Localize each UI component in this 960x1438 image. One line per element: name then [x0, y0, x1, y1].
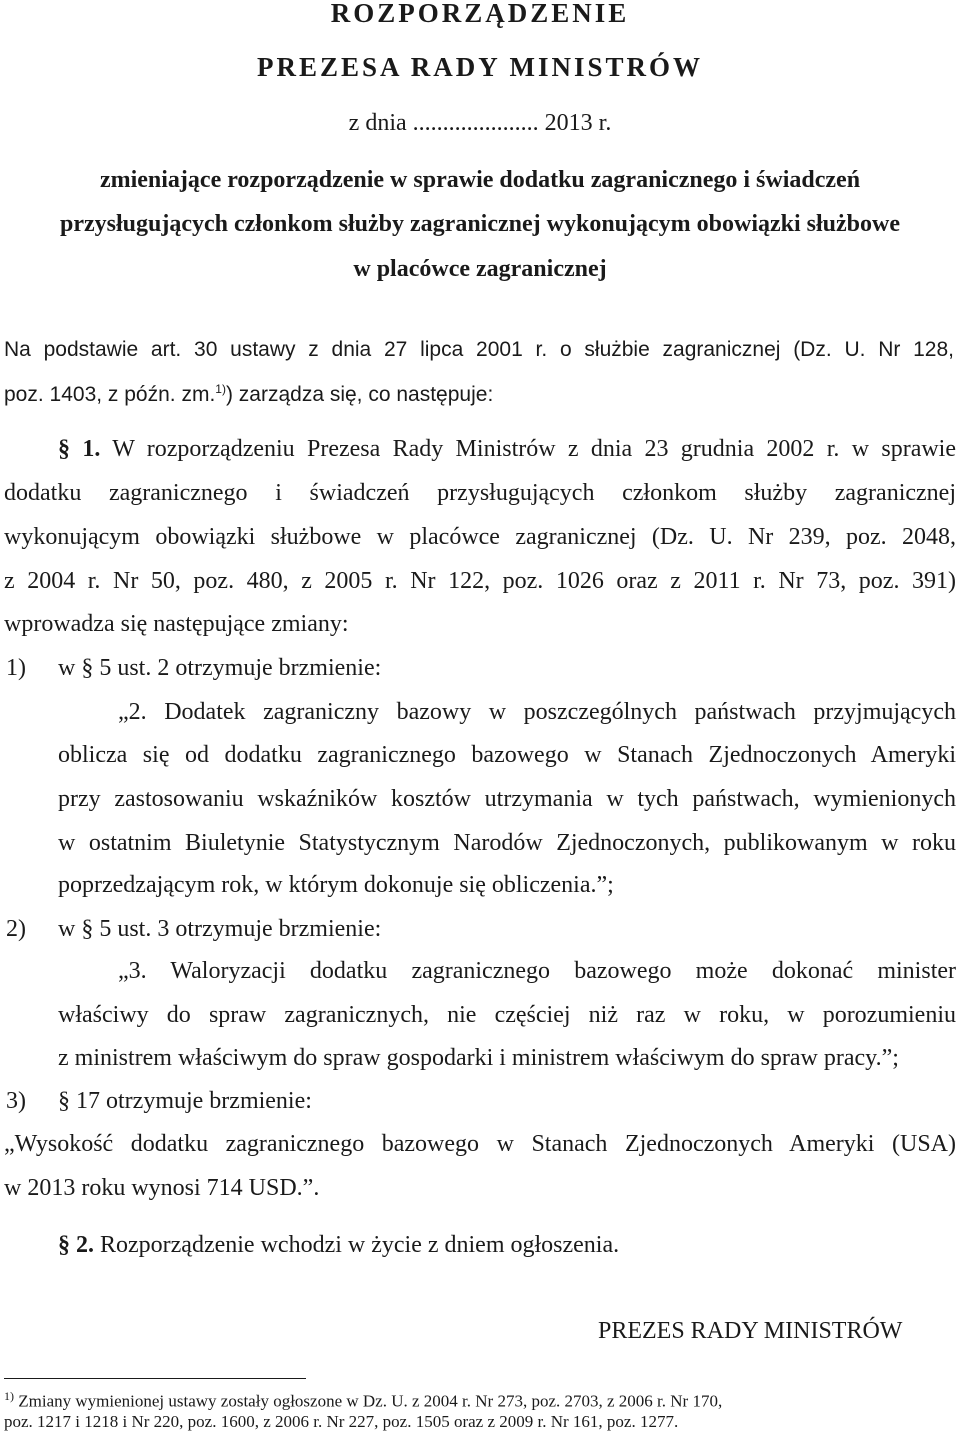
signature: PREZES RADY MINISTRÓW [598, 1318, 903, 1344]
document-title: ROZPORZĄDZENIE [330, 0, 630, 28]
footnote-line-1: $^{1)}$ Zmiany wymienionej ustawy zostały ogłoszone w Dz. U. z 2004 r. Nr 273, poz. 2703, z 2006 r. Nr 170, [4, 1389, 723, 1411]
section2: § 2. Rozporządzenie wchodzi w życie z dniem ogłoszenia. [58, 1232, 620, 1258]
item-3-number: 3) [6, 1088, 26, 1114]
item-3-quote-line-1: „Wysokość dodatku zagranicznego bazowego w Stanach Zjednoczonych Ameryki (USA) [4, 1131, 956, 1157]
item-2-quote-line-3: z ministrem właściwym do spraw gospodarki i ministrem właściwym do spraw pracy.”; [58, 1045, 899, 1071]
item-2-number: 2) [6, 916, 26, 942]
item-3-quote-line-2: w 2013 roku wynosi 714 USD.”. [4, 1175, 320, 1201]
section2-mark: § 2. [58, 1232, 94, 1258]
footnote-line-2: poz. 1217 i 1218 i Nr 220, poz. 1600, z 2006 r. Nr 227, poz. 1505 oraz z 2009 r. Nr 161, poz. 1277. [4, 1412, 679, 1431]
subject-line-2: przysługujących członkom służby zagranicznej wykonującym obowiązki służbowe [60, 211, 900, 237]
item-1-quote-line-2: oblicza się od dodatku zagranicznego bazowego w Stanach Zjednoczonych Ameryki [58, 742, 956, 768]
section1-line-4: z 2004 r. Nr 50, poz. 480, z 2005 r. Nr 122, poz. 1026 oraz z 2011 r. Nr 73, poz. 391) [4, 568, 956, 594]
document-issuer: PREZESA RADY MINISTRÓW [256, 52, 704, 82]
item-1-quote-line-4: w ostatnim Biuletynie Statystycznym Narodów Zjednoczonych, publikowanym w roku [58, 830, 956, 856]
preamble-line-2: poz. 1403, z późn. zm.$^{1)}$) zarządza się, co następuje: [4, 382, 494, 406]
section1-mark: § 1. [58, 436, 101, 462]
document-date: z dnia ..................... 2013 r. [348, 110, 612, 136]
item-1-quote-line-1: „2. Dodatek zagraniczny bazowy w poszczególnych państwach przyjmujących [118, 699, 956, 725]
footnote-ref: 1) [215, 382, 226, 396]
footnote-divider [4, 1378, 306, 1379]
preamble-line-1: Na podstawie art. 30 ustawy z dnia 27 lipca 2001 r. o służbie zagranicznej (Dz. U. Nr 128, [4, 338, 954, 361]
subject-line-3: w placówce zagranicznej [353, 256, 607, 282]
subject-line-1: zmieniające rozporządzenie w sprawie dodatku zagranicznego i świadczeń [99, 167, 861, 193]
item-2-quote-line-1: „3. Waloryzacji dodatku zagranicznego bazowego może dokonać minister [118, 958, 956, 984]
item-2-quote-line-2: właściwy do spraw zagranicznych, nie częściej niż raz w roku, w porozumieniu [58, 1002, 956, 1028]
section1-line-1: § 1. W rozporządzeniu Prezesa Rady Ministrów z dnia 23 grudnia 2002 r. w sprawie [58, 436, 957, 462]
section1-line-5: wprowadza się następujące zmiany: [4, 611, 349, 637]
section1-line-3: wykonującym obowiązki służbowe w placówce zagranicznej (Dz. U. Nr 239, poz. 2048, [4, 524, 956, 550]
section1-line-2: dodatku zagranicznego i świadczeń przysługujących członkom służby zagranicznej [4, 480, 956, 506]
item-1-quote-line-3: przy zastosowaniu wskaźników kosztów utrzymania w tych państwach, wymienionych [58, 786, 956, 812]
item-1-quote-line-5: poprzedzającym rok, w którym dokonuje się obliczenia.”; [58, 872, 614, 898]
item-2-text: w § 5 ust. 3 otrzymuje brzmienie: [58, 916, 382, 942]
footnote-mark: 1) [4, 1389, 14, 1403]
item-1-text: w § 5 ust. 2 otrzymuje brzmienie: [58, 655, 382, 681]
item-3-text: § 17 otrzymuje brzmienie: [58, 1088, 312, 1114]
item-1-number: 1) [6, 655, 26, 681]
